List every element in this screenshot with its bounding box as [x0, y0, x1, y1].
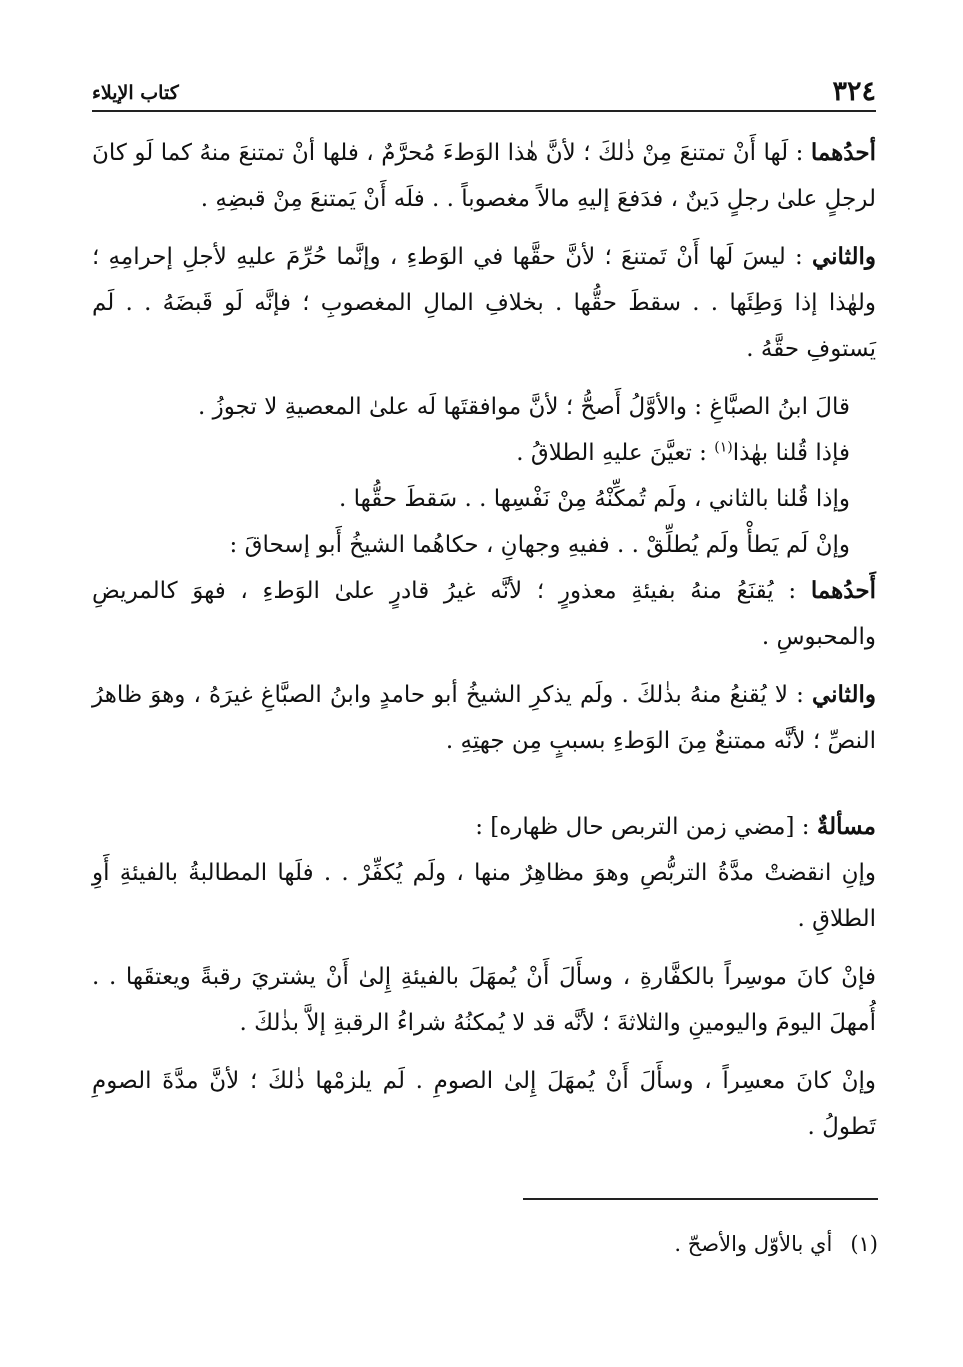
paragraph-text: : تعيَّنَ عليهِ الطلاقُ . — [516, 440, 715, 466]
paragraph-lead: والثاني — [811, 681, 876, 708]
paragraph-3 — [92, 384, 876, 430]
page-number: ٣٢٤ — [832, 76, 876, 107]
paragraph-7 — [92, 568, 876, 660]
issue-label: مسألةٌ — [816, 813, 876, 840]
paragraph-text: : لَها أَنْ تمتنعَ مِنْ ذٰلكَ ؛ لأنَّ هٰذا الوَطءَ مُحرَّمٌ ، فلها أنْ تمتنعَ منهُ كما لَو كانَ لرجلٍ علىٰ رجلٍ دَينٌ ، فدَفعَ إليهِ مالاً مغصوباً . . فلَه أَنْ يَمتنعَ مِنْ قبضِهِ . — [92, 140, 876, 212]
main-text — [92, 130, 876, 1150]
paragraph-4 — [92, 430, 876, 476]
running-title: كتاب الإيلاء — [92, 82, 179, 104]
paragraph-2 — [92, 234, 876, 372]
paragraph-6 — [92, 522, 876, 568]
paragraph-text: فإذا قُلنا بهٰذا — [732, 440, 850, 466]
paragraph-10 — [92, 850, 876, 942]
paragraph-8 — [92, 672, 876, 764]
paragraph-text: قالَ ابنُ الصبَّاغِ : والأوَّلُ أَصحُّ ؛ لأنَّ موافقتَها لَه علىٰ المعصيةِ لا تجوزُ . — [198, 394, 850, 420]
footnote-divider — [523, 1198, 878, 1200]
paragraph-text: : ليسَ لَها أَنْ تَمتنعَ ؛ لأنَّ حقَّها في الوَطءِ ، وإنَّما حُرِّمَ عليهِ لأجلِ إحرامِهِ ؛ ولهٰذا إذا وَطِئَها . . سقطَ حقُّها . بخلافِ المالِ المغصوبِ ؛ فإنَّه لَو قَبضَهُ . . لَم يَستوفِ حقَّهُ . — [92, 244, 876, 362]
paragraph-text: : يُقنَعُ منهُ بفيئةِ معذورٍ ؛ لأنَّه غيرُ قادرٍ علىٰ الوَطءِ ، فهوَ كالمريضِ والمحبوسِ . — [92, 578, 876, 650]
footnote-number: (١) — [850, 1232, 878, 1256]
paragraph-lead: أَحدُهما — [810, 577, 876, 604]
paragraph-5 — [92, 476, 876, 522]
paragraph-11 — [92, 954, 876, 1046]
paragraph-text: فإنْ كانَ موسِراً بالكفَّارةِ ، وسأَلَ أَنْ يُمهَلَ بالفيئةِ إِلىٰ أَنْ يشتريَ رقبةً ويعتقَها . . أُمهلَ اليومَ واليومينِ والثلاثةَ ؛ لأنَّه قد لا يُمكنُهُ شراءُ الرقبةِ إلاَّ بذٰلكَ . — [92, 964, 876, 1036]
paragraph-12 — [92, 1058, 876, 1150]
issue-title: : [مضي زمن التربص حال ظهاره] : — [475, 814, 817, 840]
paragraph-text: وإنِ انقضتْ مدَّةُ التربُّصِ وهوَ مظاهِرٌ منها ، ولَم يُكفِّرْ . . فلَها المطالبةُ بالفيئةِ أَوِ الطلاقِ . — [92, 860, 876, 932]
page-header — [92, 76, 876, 112]
paragraph-text: وإنْ لَم يَطأْ ولَم يُطلِّقْ . . ففيهِ وجهانِ ، حكاهُما الشيخُ أَبو إسحاقَ : — [229, 532, 850, 558]
footnote-text: أي بالأوّل والأصحّ . — [674, 1232, 833, 1256]
paragraph-lead: والثاني — [811, 243, 877, 270]
paragraph-text: وإذا قُلنا بالثاني ، ولَم تُمكِّنْهُ مِنْ نَفْسِها . . سَقطَ حقُّها . — [339, 486, 850, 512]
paragraph-lead: أحدُهما — [810, 139, 876, 166]
footnote — [278, 1232, 878, 1256]
paragraph-text: وإنْ كانَ معسِراً ، وسأَلَ أَنْ يُمهَلَ إِلىٰ الصومِ . لَم يلزمْها ذٰلكَ ؛ لأنَّ مدَّةَ الصومِ تَطولُ . — [92, 1068, 876, 1140]
issue-heading — [92, 804, 876, 850]
paragraph-text: : لا يُقنعُ منهُ بذٰلكَ . ولَم يذكرِ الشيخُ أبو حامدٍ وابنُ الصبَّاغِ غيرَهُ ، وهوَ ظاهرُ النصِّ ؛ لأنَّه ممتنعٌ مِنَ الوَطءِ بسببٍ مِن جهتِهِ . — [92, 682, 876, 754]
footnote-marker: (١) — [714, 439, 733, 456]
paragraph-1 — [92, 130, 876, 222]
